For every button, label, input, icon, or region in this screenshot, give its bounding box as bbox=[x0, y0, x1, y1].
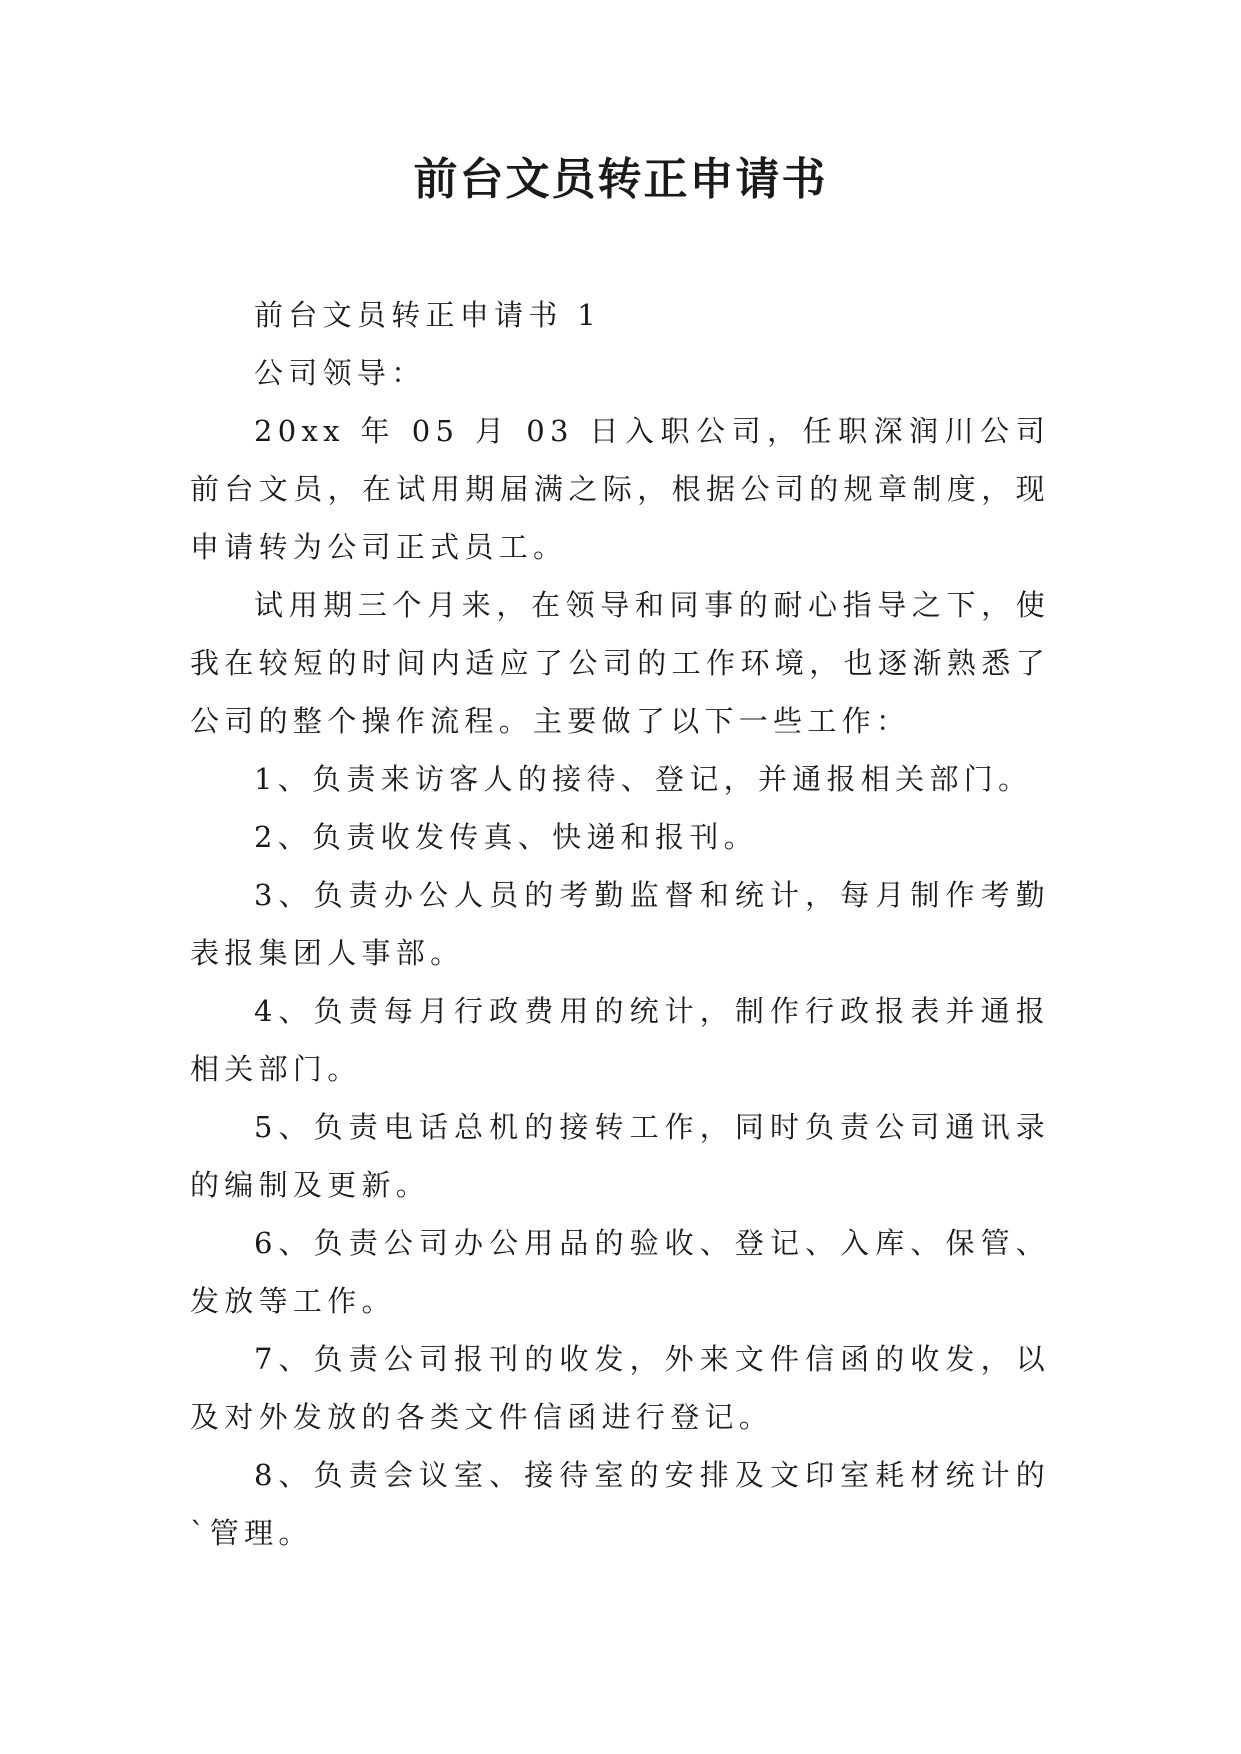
paragraph-probation-summary: 试用期三个月来，在领导和同事的耐心指导之下，使我在较短的时间内适应了公司的工作环境，也逐渐熟悉了公司的整个操作流程。主要做了以下一些工作： bbox=[190, 588, 1050, 738]
paragraph-subtitle: 前台文员转正申请书 1 bbox=[254, 298, 601, 332]
paragraph-duty-6: 6、负责公司办公用品的验收、登记、入库、保管、发放等工作。 bbox=[190, 1226, 1050, 1318]
paragraph-duty-2: 2、负责收发传真、快递和报刊。 bbox=[254, 820, 758, 854]
paragraph-duty-8: 8、负责会议室、接待室的安排及文印室耗材统计的`管理。 bbox=[190, 1458, 1050, 1550]
paragraph-intro: 20xx 年 05 月 03 日入职公司，任职深润川公司前台文员，在试用期届满之际，根据公司的规章制度，现申请转为公司正式员工。 bbox=[190, 414, 1050, 564]
document-title: 前台文员转正申请书 bbox=[413, 154, 828, 205]
paragraph-duty-3: 3、负责办公人员的考勤监督和统计，每月制作考勤表报集团人事部。 bbox=[190, 878, 1050, 970]
paragraph-duty-4: 4、负责每月行政费用的统计，制作行政报表并通报相关部门。 bbox=[190, 994, 1050, 1086]
document-body bbox=[190, 286, 1050, 1562]
paragraph-duty-1: 1、负责来访客人的接待、登记，并通报相关部门。 bbox=[254, 762, 1033, 796]
paragraph-salutation: 公司领导： bbox=[254, 356, 426, 390]
paragraph-duty-5: 5、负责电话总机的接转工作，同时负责公司通讯录的编制及更新。 bbox=[190, 1110, 1050, 1202]
paragraph-duty-7: 7、负责公司报刊的收发，外来文件信函的收发，以及对外发放的各类文件信函进行登记。 bbox=[190, 1342, 1050, 1434]
